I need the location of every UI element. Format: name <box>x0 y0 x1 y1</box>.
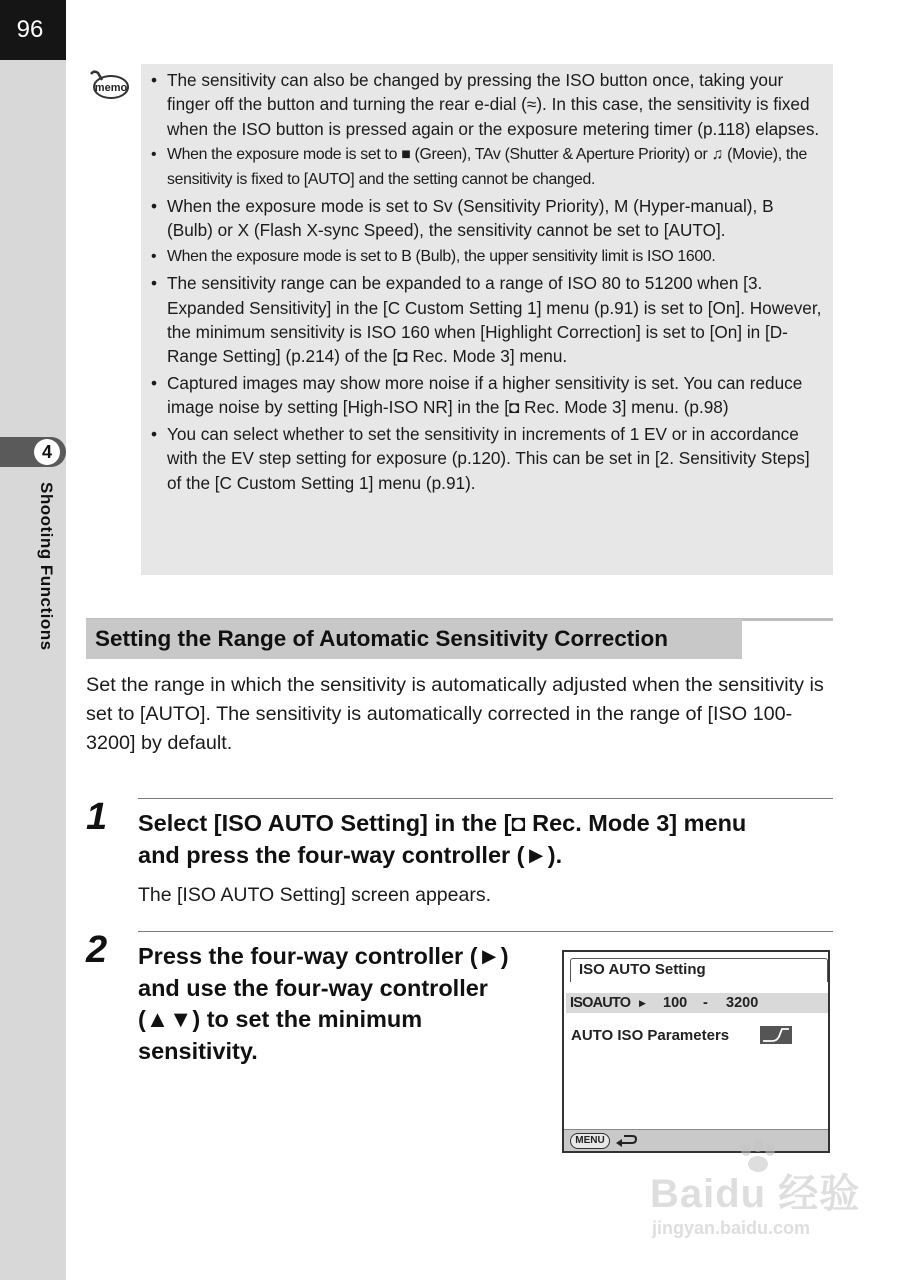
curve-icon <box>760 1026 792 1044</box>
iso-max-value: 3200 <box>726 995 759 1011</box>
step-line: Select [ISO AUTO Setting] in the [◘ Rec. Mode 3] menu <box>138 810 747 836</box>
step-line: (▲▼) to set the minimum <box>138 1006 423 1032</box>
right-arrow-icon: ▶ <box>639 998 646 1008</box>
step-instruction <box>138 808 746 871</box>
memo-item: • You can select whether to set the sensitivity in increments of 1 EV or in accordance with the EV step setting for exposure (p.120). This can be set in [2. Sensitivity Steps] of the [C Custom Setting 1] menu (p.91). <box>151 422 823 495</box>
step-rule <box>138 798 833 799</box>
screen-title: ISO AUTO Setting <box>570 958 828 982</box>
chapter-number: 4 <box>34 439 60 465</box>
range-separator: - <box>703 995 708 1011</box>
iso-auto-row <box>566 993 828 1013</box>
memo-box <box>141 64 833 575</box>
baidu-watermark <box>650 1140 870 1250</box>
iso-min-value: 100 <box>663 995 688 1011</box>
memo-icon-label: memo <box>94 82 128 94</box>
back-arrow-icon <box>614 1132 638 1150</box>
memo-item: • Captured images may show more noise if a higher sensitivity is set. You can reduce image noise by setting [High-ISO NR] in the [◘ Rec. Mode 3] menu. (p.98) <box>151 371 823 420</box>
camera-screen <box>562 950 830 1153</box>
memo-item: • The sensitivity can also be changed by pressing the ISO button once, taking your finger off the button and turning the rear e-dial (≈). In this case, the sensitivity is fixed when the ISO button is pressed again or the exposure metering timer (p.118) elapses. <box>151 68 823 141</box>
chapter-title: Shooting Functions <box>37 482 56 651</box>
memo-icon <box>88 68 130 102</box>
watermark-url: jingyan.baidu.com <box>652 1218 811 1238</box>
step-line: and use the four-way controller <box>138 974 488 1001</box>
step-line: and press the four-way controller (►). <box>138 841 563 868</box>
step-result: The [ISO AUTO Setting] screen appears. <box>138 884 491 906</box>
step-line: sensitivity. <box>138 1037 258 1064</box>
step-number: 2 <box>86 929 108 971</box>
memo-item: • When the exposure mode is set to ■ (Green), TAv (Shutter & Aperture Priority) or ♫ (Movie), the sensitivity is fixed to [AUTO] and the setting cannot be changed. <box>151 143 823 192</box>
page-gutter <box>0 0 66 1280</box>
step-instruction <box>138 941 509 1067</box>
memo-item: • When the exposure mode is set to B (Bulb), the upper sensitivity limit is ISO 1600. <box>151 245 823 269</box>
step-line: Press the four-way controller (►) <box>138 943 509 969</box>
auto-iso-parameters-label: AUTO ISO Parameters <box>571 1027 730 1044</box>
memo-item: • When the exposure mode is set to Sv (Sensitivity Priority), M (Hyper-manual), B (Bulb) or X (Flash X-sync Speed), the sensitivity cannot be set to [AUTO]. <box>151 194 823 243</box>
step-number: 1 <box>86 796 108 838</box>
section-heading: Setting the Range of Automatic Sensitivity Correction <box>86 619 742 659</box>
step-rule <box>138 931 833 932</box>
memo-item: • The sensitivity range can be expanded to a range of ISO 80 to 51200 when [3. Expanded Sensitivity] in the [C Custom Setting 1] menu (p.91) is set to [On]. However, the minimum sensitivity is ISO 160 when [Highlight Correction] is set to [On] in [D-Range Setting] (p.214) of the [◘ Rec. Mode 3] menu. <box>151 271 823 369</box>
section-intro: Set the range in which the sensitivity is automatically adjusted when the sensitivity is set to [AUTO]. The sensitivity is automatically corrected in the range of [ISO 100-3200] by default. <box>86 674 824 754</box>
page-number: 96 <box>0 0 66 60</box>
watermark-logo: Baidu 经验 <box>650 1172 861 1216</box>
menu-button-icon: MENU <box>570 1133 610 1149</box>
iso-auto-label: ISOAUTO <box>570 995 631 1011</box>
